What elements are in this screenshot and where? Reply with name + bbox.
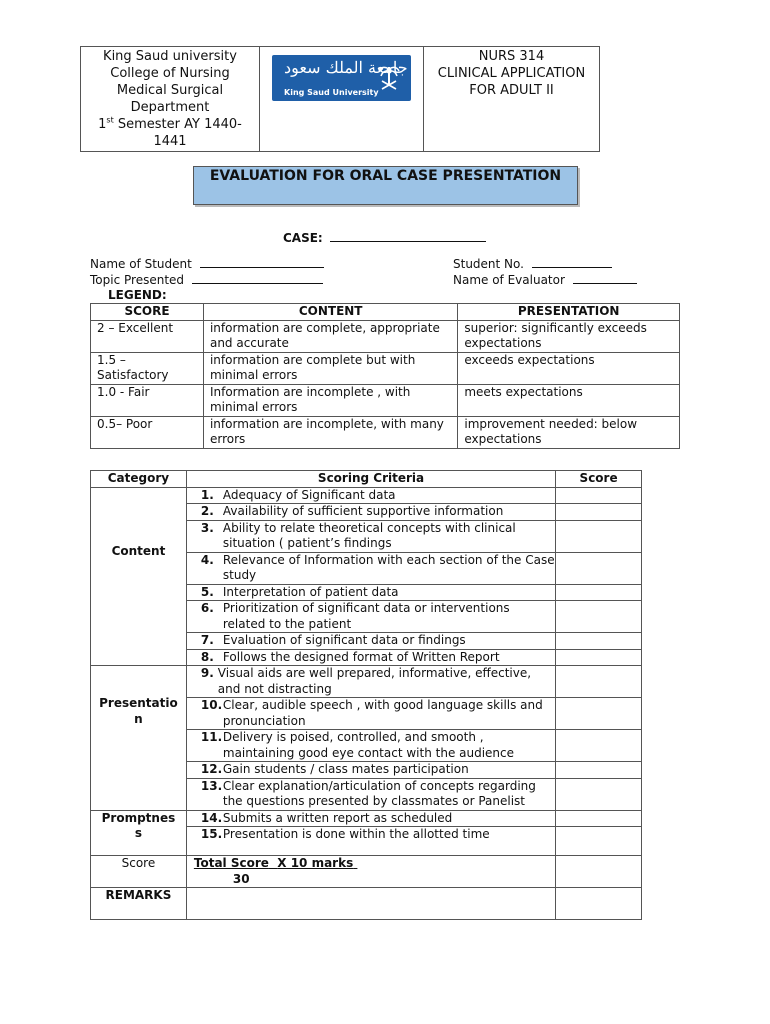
case-label: CASE:: [283, 231, 323, 245]
criterion-number: 7.: [200, 633, 214, 647]
legend-header-presentation: PRESENTATION: [458, 304, 680, 321]
criterion-number: 1.: [200, 487, 214, 502]
total-score-denominator: 30: [232, 871, 250, 886]
criterion-text: Evaluation of significant data or findings: [222, 633, 466, 647]
header-criteria: Scoring Criteria: [186, 471, 555, 488]
remarks-cell[interactable]: [186, 888, 555, 920]
criterion-number: 5.: [200, 584, 214, 599]
legend-table: [90, 303, 680, 449]
criterion-text: Delivery is poised, controlled, and smooth , maintaining good eye contact with the audience: [222, 730, 515, 760]
score-cell[interactable]: [556, 584, 642, 601]
criterion-number: 15.: [200, 827, 223, 841]
legend-score: 2 – Excellent: [91, 320, 204, 352]
total-score-formula: X 10 marks: [277, 856, 354, 870]
category-promptness: Promptness: [91, 810, 187, 856]
criterion-number: 11.: [200, 730, 223, 744]
criterion-number: 8.: [200, 649, 214, 664]
score-cell[interactable]: [556, 633, 642, 650]
student-name-input[interactable]: [200, 256, 324, 268]
logo-arabic-text: جامعة الملك سعود: [284, 58, 408, 77]
criterion-number: 12.: [200, 762, 223, 776]
score-cell[interactable]: [556, 762, 642, 779]
legend-content: information are complete but with minimal errors: [203, 352, 457, 384]
criterion-text: Visual aids are well prepared, informative, effective, and not distracting: [217, 666, 532, 696]
criterion-row: [91, 666, 642, 698]
criterion-number: 9.: [200, 666, 214, 680]
criterion-text: Relevance of Information with each section of the Case study: [222, 552, 555, 582]
topic-input[interactable]: [192, 272, 323, 284]
course-name: CLINICAL APPLICATION FOR ADULT II: [437, 66, 586, 98]
logo-cell: [260, 47, 424, 151]
institution-block: [81, 47, 260, 151]
total-score-line: [194, 856, 555, 872]
criterion-number: 10.: [200, 698, 223, 712]
topic-row: [90, 272, 323, 289]
category-remarks: REMARKS: [91, 888, 187, 920]
criterion-text: Submits a written report as scheduled: [222, 810, 453, 825]
criterion-number: 13.: [200, 778, 223, 793]
evaluator-row: [453, 272, 637, 289]
legend-content: Information are incomplete , with minimal errors: [203, 384, 457, 416]
score-cell[interactable]: [556, 552, 642, 584]
document-header: [80, 46, 600, 152]
criterion-row: [91, 487, 642, 504]
criterion-text: Prioritization of significant data or interventions related to the patient: [222, 601, 510, 631]
score-cell[interactable]: [556, 778, 642, 810]
legend-row: [91, 320, 680, 352]
student-no-row: [453, 256, 612, 273]
criterion-number: 4.: [200, 552, 214, 567]
legend-header-score: SCORE: [91, 304, 204, 321]
course-block: [424, 47, 599, 151]
criterion-text: Availability of sufficient supportive information: [222, 504, 504, 518]
score-cell[interactable]: [556, 504, 642, 521]
legend-content: information are complete, appropriate and accurate: [203, 320, 457, 352]
score-cell[interactable]: [556, 649, 642, 666]
legend-presentation: meets expectations: [458, 384, 680, 416]
criterion-text: Ability to relate theoretical concepts with clinical situation ( patient’s findings: [222, 520, 516, 550]
case-input[interactable]: [330, 230, 486, 242]
legend-score: 0.5– Poor: [91, 416, 204, 448]
legend-label: LEGEND:: [108, 288, 167, 302]
remarks-score-cell[interactable]: [556, 888, 642, 920]
evaluator-label: Name of Evaluator: [453, 273, 565, 287]
legend-row: [91, 352, 680, 384]
criterion-text: Adequacy of Significant data: [222, 487, 396, 502]
legend-presentation: exceeds expectations: [458, 352, 680, 384]
total-row: [91, 856, 642, 888]
criterion-row: [91, 810, 642, 827]
score-cell[interactable]: [556, 827, 642, 856]
legend-header-row: [91, 304, 680, 321]
logo-english-text: King Saud University: [284, 88, 379, 97]
score-cell[interactable]: [556, 810, 642, 827]
legend-presentation: improvement needed: below expectations: [458, 416, 680, 448]
legend-content: information are incomplete, with many errors: [203, 416, 457, 448]
topic-label: Topic Presented: [90, 273, 185, 287]
scoring-header-row: [91, 471, 642, 488]
criterion-text: Gain students / class mates participation: [222, 762, 469, 776]
criterion-text: Interpretation of patient data: [222, 584, 399, 599]
legend-header-content: CONTENT: [203, 304, 457, 321]
criterion-text: Clear, audible speech , with good language skills and pronunciation: [222, 698, 543, 728]
header-category: Category: [91, 471, 187, 488]
score-cell[interactable]: [556, 666, 642, 698]
total-score-label: Total Score: [193, 856, 269, 870]
score-cell[interactable]: [556, 601, 642, 633]
legend-score: 1.5 – Satisfactory: [91, 352, 204, 384]
form-title: EVALUATION FOR ORAL CASE PRESENTATION: [193, 166, 578, 205]
criterion-number: 2.: [200, 504, 214, 518]
student-name-label: Name of Student: [90, 257, 192, 271]
course-code: NURS 314: [478, 49, 545, 64]
university-logo: [272, 55, 411, 101]
legend-row: [91, 384, 680, 416]
criterion-text: Presentation is done within the allotted time: [222, 827, 490, 841]
semester: 1st Semester AY 1440-1441: [98, 115, 242, 149]
category-content: Content: [91, 487, 187, 666]
score-cell[interactable]: [556, 520, 642, 552]
college-name: College of Nursing: [110, 66, 230, 81]
legend-row: [91, 416, 680, 448]
evaluator-input[interactable]: [573, 272, 637, 284]
score-cell[interactable]: [556, 487, 642, 504]
criterion-number: 3.: [200, 520, 214, 535]
student-name-row: [90, 256, 324, 273]
score-cell[interactable]: [556, 698, 642, 730]
total-score-cell[interactable]: [556, 856, 642, 888]
category-score: Score: [91, 856, 187, 888]
score-cell[interactable]: [556, 730, 642, 762]
case-line: [283, 230, 486, 247]
criterion-text: Clear explanation/articulation of concepts regarding the questions presented by classmates or Panelist: [222, 778, 536, 808]
header-score: Score: [556, 471, 642, 488]
legend-presentation: superior: significantly exceeds expectations: [458, 320, 680, 352]
scoring-table: [90, 470, 642, 920]
remarks-row: [91, 888, 642, 920]
palm-emblem-icon: [377, 63, 401, 93]
legend-score: 1.0 - Fair: [91, 384, 204, 416]
university-name: King Saud university: [103, 49, 237, 64]
criterion-number: 14.: [200, 810, 223, 825]
category-presentation: Presentation: [91, 666, 187, 811]
criterion-text: Follows the designed format of Written Report: [222, 649, 500, 664]
department-name: Medical Surgical Department: [116, 83, 224, 115]
criterion-number: 6.: [200, 601, 214, 615]
student-no-label: Student No.: [453, 257, 524, 271]
student-no-input[interactable]: [532, 256, 612, 268]
